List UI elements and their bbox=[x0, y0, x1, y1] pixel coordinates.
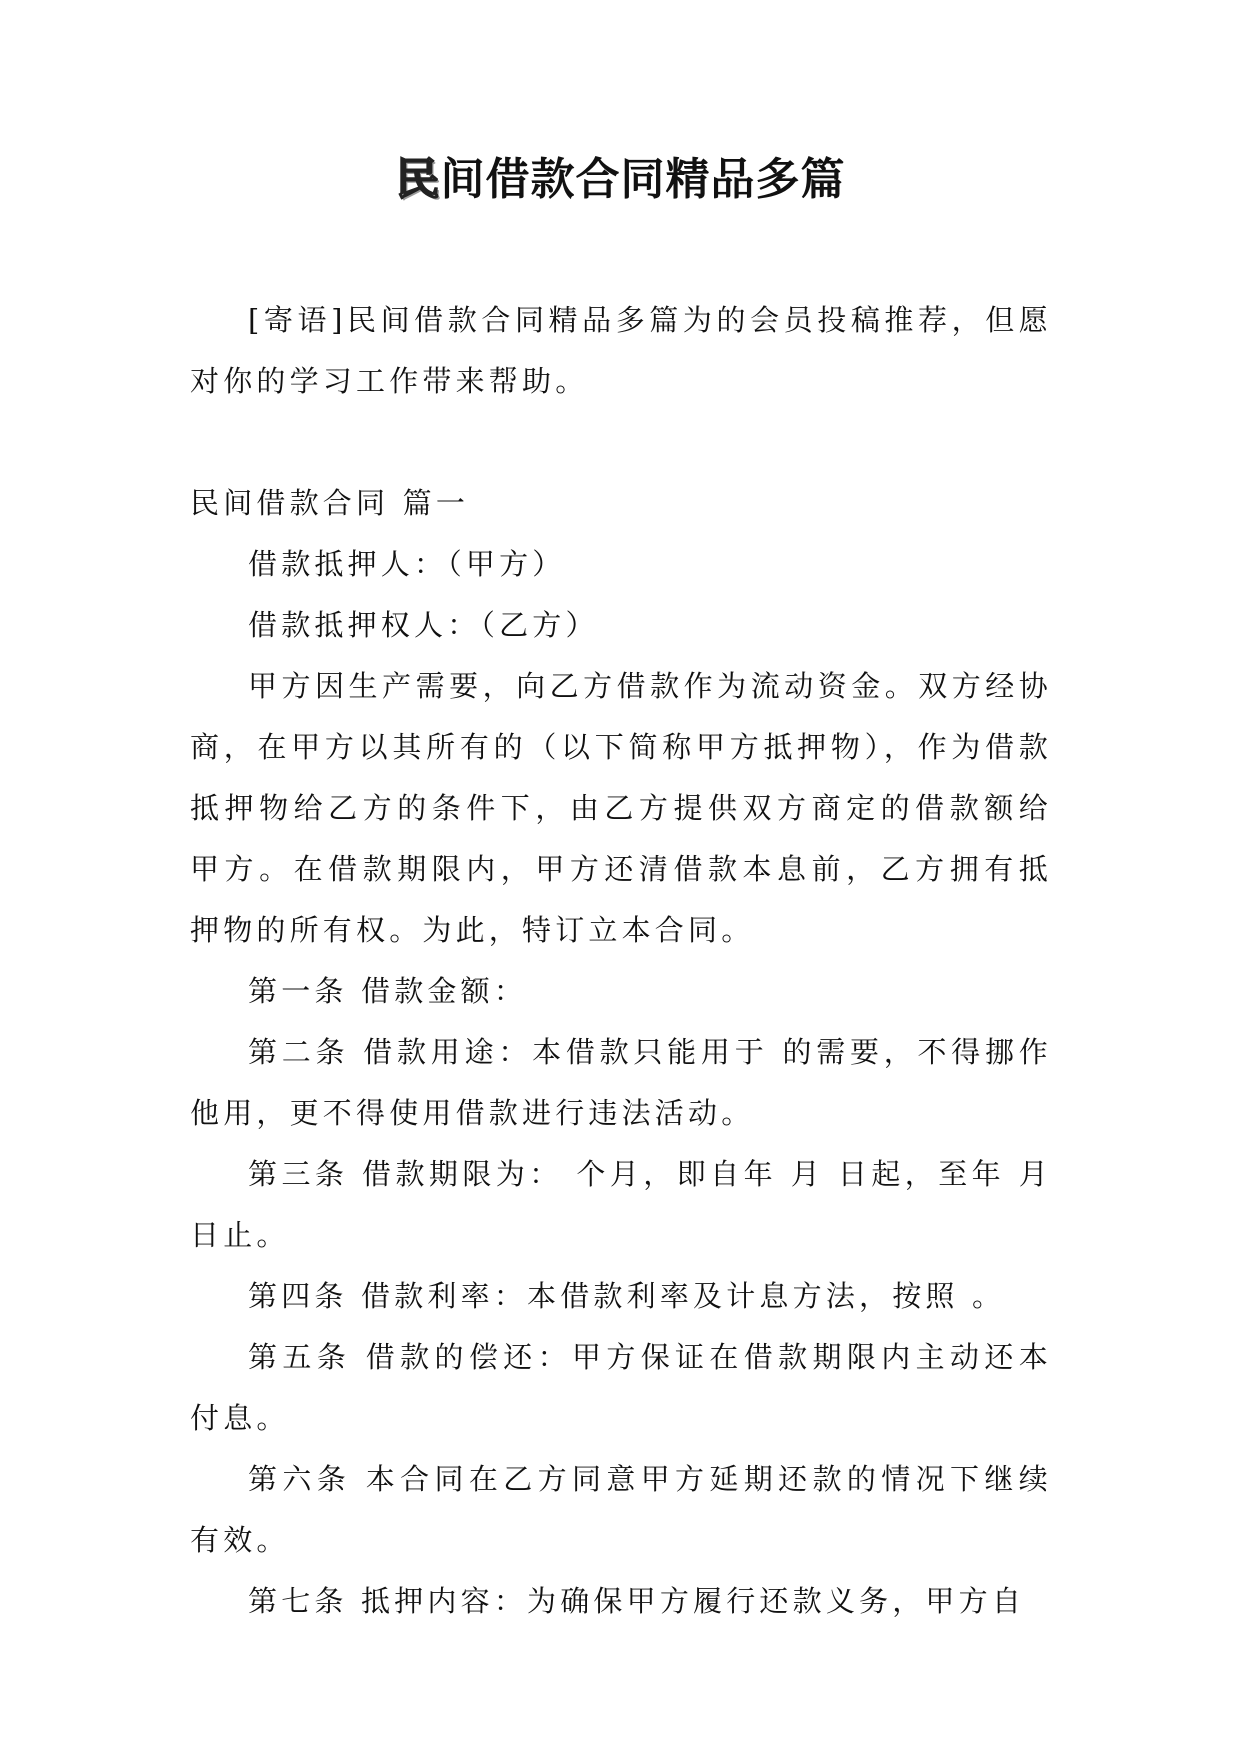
article-5: 第五条 借款的偿还：甲方保证在借款期限内主动还本付息。 bbox=[190, 1340, 1052, 1435]
article-3: 第三条 借款期限为： 个月，即自年 月 日起，至年 月 日止。 bbox=[190, 1157, 1052, 1252]
article-4: 第四条 借款利率：本借款利率及计息方法，按照 。 bbox=[248, 1279, 1006, 1313]
title-text: 间借款合同精品多篇 bbox=[440, 154, 846, 205]
party-a-line: 借款抵押人：（甲方） bbox=[248, 547, 566, 581]
intro-paragraph: [寄语]民间借款合同精品多篇为的会员投稿推荐，但愿对你的学习工作带来帮助。 bbox=[190, 303, 1052, 398]
document-body bbox=[190, 290, 1052, 1632]
title-first-character: 民 bbox=[395, 154, 441, 205]
paragraph-spacer bbox=[190, 412, 1052, 473]
article-7: 第七条 抵押内容：为确保甲方履行还款义务，甲方自 bbox=[248, 1584, 1026, 1618]
party-b-line: 借款抵押权人：（乙方） bbox=[248, 608, 599, 642]
article-2: 第二条 借款用途：本借款只能用于 的需要，不得挪作他用，更不得使用借款进行违法活动。 bbox=[190, 1035, 1052, 1130]
preamble-paragraph: 甲方因生产需要，向乙方借款作为流动资金。双方经协商，在甲方以其所有的（以下简称甲方抵押物），作为借款抵押物给乙方的条件下，由乙方提供双方商定的借款额给甲方。在借款期限内，甲方还清借款本息前，乙方拥有抵押物的所有权。为此，特订立本合同。 bbox=[190, 669, 1052, 947]
section-heading: 民间借款合同 篇一 bbox=[190, 486, 470, 520]
document-title bbox=[0, 150, 1241, 210]
article-6: 第六条 本合同在乙方同意甲方延期还款的情况下继续有效。 bbox=[190, 1462, 1052, 1557]
article-1: 第一条 借款金额： bbox=[248, 974, 528, 1008]
